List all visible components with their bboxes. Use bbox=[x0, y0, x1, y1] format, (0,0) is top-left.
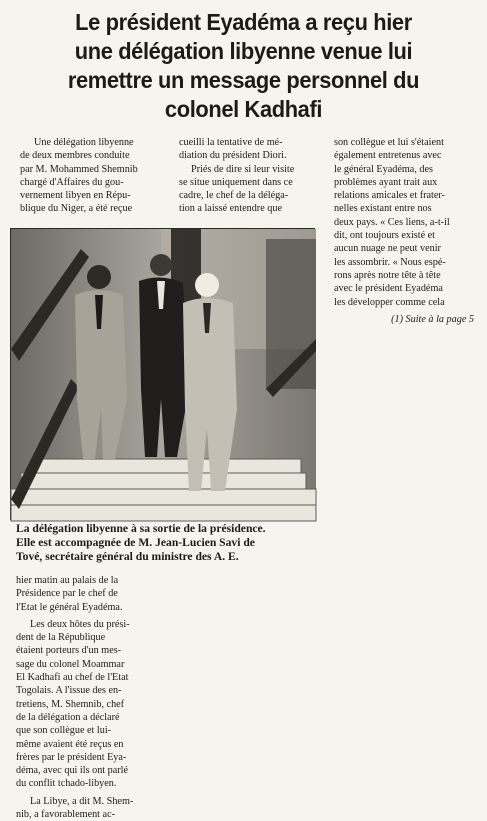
text-line: relations amicales et frater- bbox=[334, 190, 445, 202]
caption-line: La délégation libyenne à sa sortie de la présidence. bbox=[16, 522, 266, 535]
text-line: dent de la République bbox=[16, 632, 106, 644]
text-line: également entretenus avec bbox=[334, 150, 442, 162]
text-line: étaient porteurs d'un mes- bbox=[16, 645, 122, 657]
text-line: le général Eyadéma, des bbox=[334, 163, 433, 175]
text-line: nelles existant entre nos bbox=[334, 203, 432, 215]
news-photo bbox=[10, 228, 315, 520]
text-line: Présidence par le chef de bbox=[16, 588, 118, 600]
text-line: Les deux hôtes du prési- bbox=[30, 618, 130, 630]
article-column-3 bbox=[334, 136, 478, 326]
text-line: tion a laissé entendre que bbox=[179, 203, 282, 215]
text-line: cueilli la tentative de mé- bbox=[179, 137, 283, 148]
text-line: tretiens, M. Shemnib, chef bbox=[16, 698, 125, 710]
text-line: de la délégation a déclaré bbox=[16, 711, 120, 723]
text-line: cadre, le chef de la déléga- bbox=[179, 190, 289, 202]
photo-caption bbox=[16, 522, 326, 564]
text-line: diation du président Diori. bbox=[179, 150, 287, 162]
article-column-4 bbox=[16, 574, 168, 821]
photo-illustration bbox=[11, 229, 316, 521]
caption-line: Tové, secrétaire général du ministre des A. E. bbox=[16, 550, 239, 563]
text-line: les développer comme cela bbox=[334, 296, 445, 308]
text-line: sage du colonel Moammar bbox=[16, 658, 125, 670]
text-line: Priés de dire si leur visite bbox=[191, 163, 295, 175]
article-column-2 bbox=[179, 136, 328, 216]
text-line: même avaient été reçus en bbox=[16, 738, 124, 750]
text-line: problèmes ayant trait aux bbox=[334, 176, 438, 188]
text-line: aucun nuage ne peut venir bbox=[334, 243, 441, 255]
text-line: chargé d'Affaires du gou- bbox=[20, 176, 124, 188]
text-line: se situe uniquement dans ce bbox=[179, 176, 293, 188]
headline-line: remettre un message personnel du bbox=[67, 67, 420, 93]
caption-line: Elle est accompagnée de M. Jean-Lucien Savi de bbox=[16, 536, 255, 549]
text-line: du conflit tchado-libyen. bbox=[16, 778, 117, 790]
text-line: les assombrir. « Nous espé- bbox=[334, 256, 446, 268]
headline-line: Le président Eyadéma a reçu hier bbox=[75, 9, 412, 35]
headline bbox=[26, 8, 460, 124]
text-line: La Libye, a dit M. Shem- bbox=[30, 795, 134, 807]
text-line: l'Etat le général Eyadéma. bbox=[16, 601, 123, 613]
headline-line: une délégation libyenne venue lui bbox=[74, 38, 413, 64]
text-line: El Kadhafi au chef de l'Etat bbox=[16, 672, 129, 684]
text-line: blique du Niger, a été reçue bbox=[20, 203, 133, 215]
text-line: par M. Mohammed Shemnib bbox=[20, 163, 138, 175]
text-line: de deux membres conduite bbox=[20, 150, 130, 162]
text-line: dit, ont toujours existé et bbox=[334, 230, 436, 242]
text-line: avec le président Eyadéma bbox=[334, 283, 443, 295]
text-line: que son collègue et lui- bbox=[16, 725, 112, 737]
text-line: Une délégation libyenne bbox=[34, 137, 134, 148]
text-line: déma, avec qui ils ont parlé bbox=[16, 765, 129, 777]
text-line: son collègue et lui s'étaient bbox=[334, 137, 444, 148]
text-line: nib, a favorablement ac- bbox=[16, 809, 115, 821]
text-line: frères par le président Eya- bbox=[16, 751, 127, 763]
headline-line: colonel Kadhafi bbox=[164, 96, 323, 122]
article-column-1 bbox=[20, 136, 166, 216]
text-line: rons après notre tête à tête bbox=[334, 269, 441, 281]
continuation-note: (1) Suite à la page 5 bbox=[391, 313, 474, 325]
text-line: hier matin au palais de la bbox=[16, 575, 119, 586]
text-line: vernement libyen en Répu- bbox=[20, 190, 131, 202]
text-line: Togolais. A l'issue des en- bbox=[16, 685, 122, 697]
text-line: deux pays. « Ces liens, a-t-il bbox=[334, 216, 450, 228]
